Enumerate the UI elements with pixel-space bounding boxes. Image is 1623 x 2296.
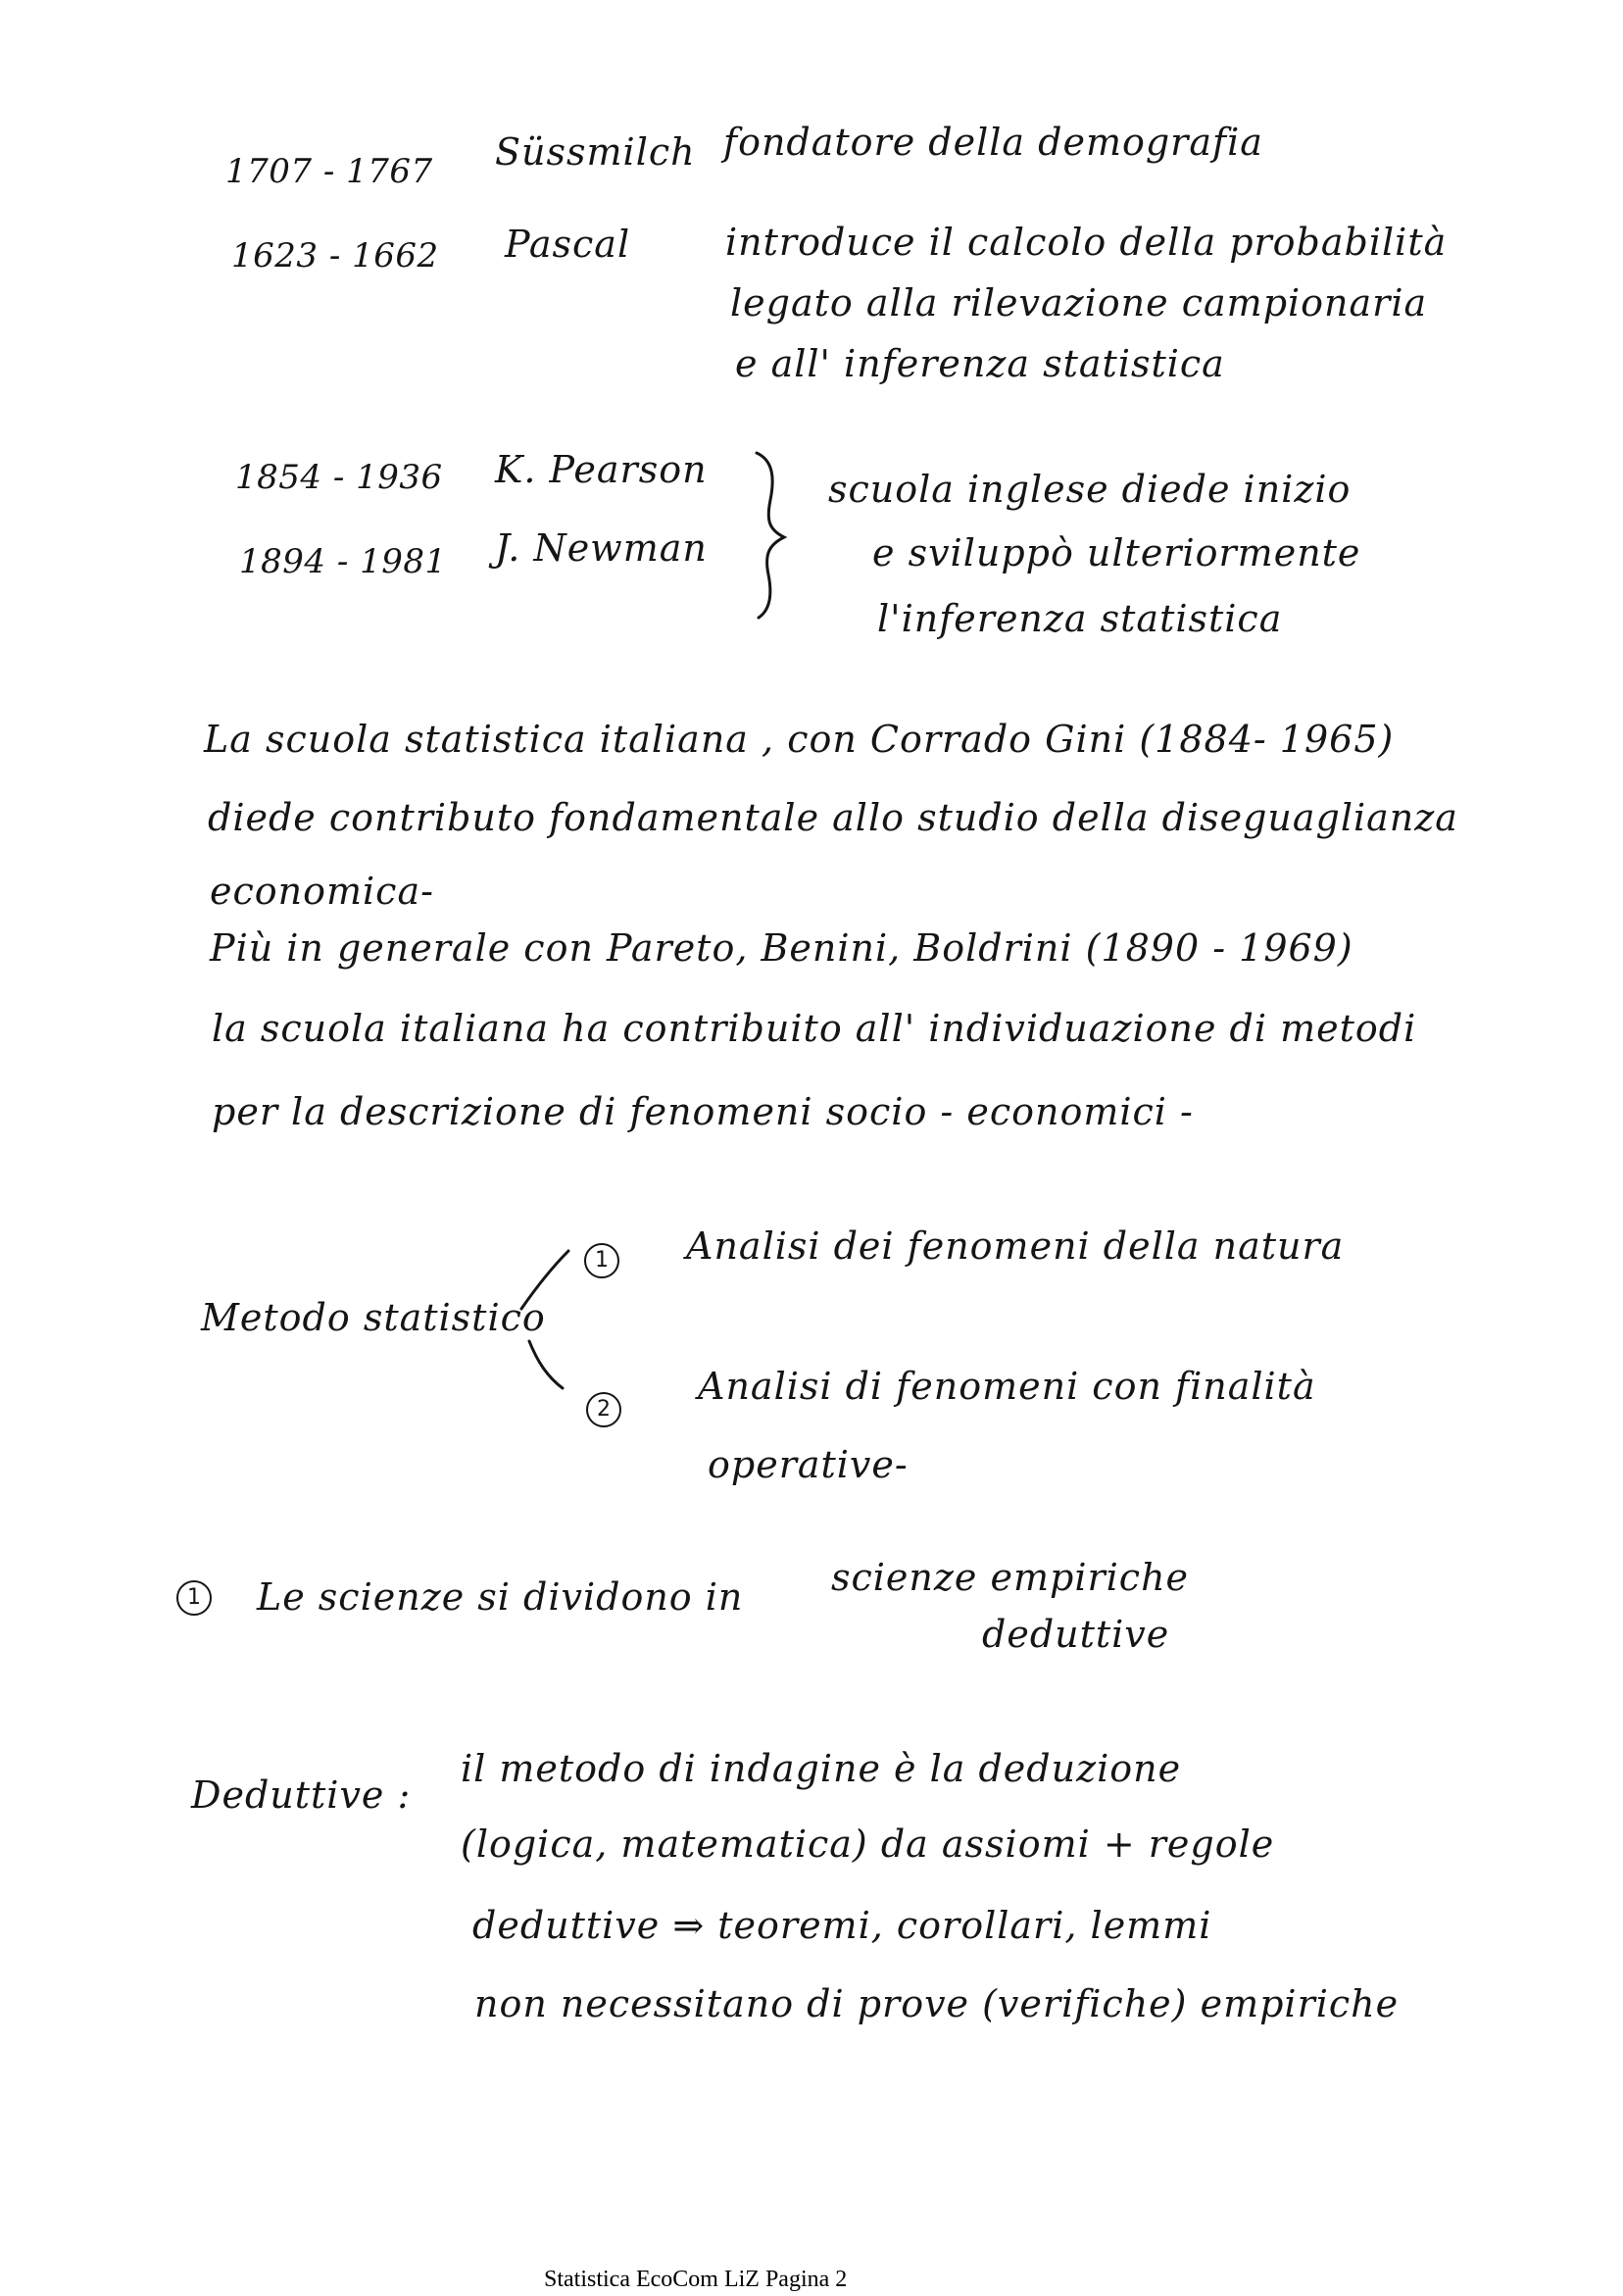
name-pascal: Pascal — [505, 223, 631, 266]
sciences-type-empiriche: scienze empiriche — [831, 1556, 1190, 1599]
deductive-line-1: il metodo di indagine è la deduzione — [461, 1747, 1182, 1790]
branch-2-line-2: operative- — [708, 1443, 909, 1486]
italian-line-6: per la descrizione di fenomeni socio - economici - — [212, 1090, 1194, 1133]
school-line-1: scuola inglese diede inizio — [828, 468, 1352, 511]
sciences-type-deduttive: deduttive — [982, 1613, 1170, 1656]
name-pearson: K. Pearson — [495, 448, 708, 491]
date-susmilch: 1707 - 1767 — [225, 152, 433, 191]
date-pearson: 1854 - 1936 — [235, 458, 443, 497]
italian-line-5: la scuola italiana ha contribuito all' individuazione di metodi — [212, 1007, 1417, 1050]
method-label: Metodo statistico — [201, 1296, 546, 1339]
pascal-line-2: legato alla rilevazione campionaria — [730, 281, 1428, 324]
curly-brace — [757, 453, 784, 618]
sciences-text: Le scienze si dividono in — [257, 1575, 744, 1619]
branch-2-line-1: Analisi di fenomeni con finalità — [698, 1365, 1316, 1408]
branch-line-down — [529, 1341, 563, 1388]
text-susmilch: fondatore della demografia — [723, 121, 1263, 164]
pascal-line-3: e all' inferenza statistica — [735, 342, 1225, 385]
page-footer: Statistica EcoCom LiZ Pagina 2 — [544, 2267, 848, 2292]
italian-line-2: diede contributo fondamentale allo studio della diseguaglianza — [208, 796, 1458, 839]
date-newman: 1894 - 1981 — [239, 542, 447, 581]
pascal-line-1: introduce il calcolo della probabilità — [725, 221, 1448, 264]
deductive-line-3: deduttive ⇒ teoremi, corollari, lemmi — [472, 1904, 1212, 1947]
italian-line-3: economica- — [210, 870, 434, 913]
school-line-3: l'inferenza statistica — [877, 597, 1283, 640]
sciences-number: 1 — [176, 1580, 212, 1616]
deductive-label: Deduttive : — [191, 1773, 412, 1817]
italian-line-4: Più in generale con Pareto, Benini, Boldrini (1890 - 1969) — [210, 926, 1353, 970]
date-pascal: 1623 - 1662 — [231, 236, 439, 275]
name-susmilch: Süssmilch — [495, 130, 696, 174]
school-line-2: e sviluppò ulteriormente — [872, 531, 1361, 574]
branch-1-number: 1 — [584, 1243, 619, 1278]
name-newman: J. Newman — [495, 526, 708, 570]
italian-line-1: La scuola statistica italiana , con Corrado Gini (1884- 1965) — [204, 718, 1395, 761]
deductive-line-4: non necessitano di prove (verifiche) empiriche — [474, 1982, 1400, 2025]
branch-2-number: 2 — [586, 1392, 621, 1427]
branch-1-text: Analisi dei fenomeni della natura — [686, 1224, 1345, 1268]
deductive-line-2: (logica, matematica) da assiomi + regole — [461, 1822, 1275, 1866]
